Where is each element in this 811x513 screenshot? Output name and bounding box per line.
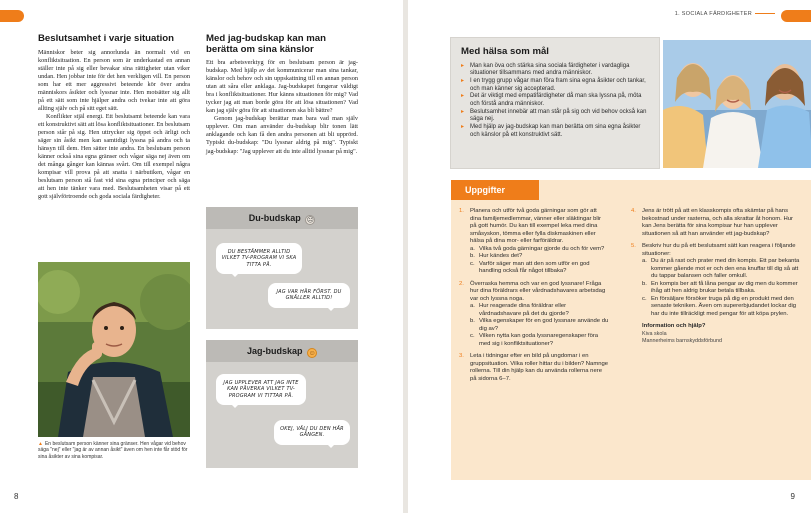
column-middle <box>206 34 358 156</box>
speech-bubble: JAG UPPLEVER ATT JAG INTE KAN PÅVERKA VILKET TV-PROGRAM VI TITTAR PÅ. <box>216 374 306 405</box>
sub-text: Varför säger man att den som utför en god handling också får något tillbaka? <box>479 260 590 274</box>
task-number: 2. <box>459 280 464 287</box>
column-left <box>38 34 190 201</box>
caption-text: En beslutsam person känner sina gränser. Hen vågar vid behov säga "nej" eller "jag är av annan åsikt" även om hen inte får stöd för sina åsikter av sina kompisar. <box>38 441 188 460</box>
task-sub-item <box>642 281 801 296</box>
task-sub-item <box>470 333 609 348</box>
sub-letter: b. <box>470 253 475 259</box>
sub-letter: a. <box>642 258 647 264</box>
paragraph: Ett bra arbetsverktyg för en beslutsam person är jag-budskap. Med hjälp av det kommunicerar man sina tankar, känslor och behov och sin uppskattning till en annan person utan att såra eller anklaga. Jag-budskapet fungerar väldigt bra i konfliktsituationer. Hur känns situationen för mig? Vad tycker jag att man borde göra för att lösa situationen? Vad kan jag själv göra för att situationen ska bli bättre? <box>206 59 358 115</box>
task-text: Planera och utför två goda gärningar som gör att dina familjemedlemmar, vänner eller släktingar blir på gott humör. Du kan till exempel leka med dina småsyskon, tömma eller fylla diskmaskinen eller hälsa på dina mor- eller farföräldrar. <box>470 208 601 244</box>
goal-item: ▸ I en trygg grupp vågar man föra fram sina egna åsikter och tankar, och man känner sig accepterad. <box>461 78 649 93</box>
sub-letter: c. <box>470 333 475 339</box>
chapter-tab <box>0 10 24 22</box>
sub-text: En kompis ber att få låna pengar av dig men du kommer ihåg att hen aldrig brukar betala tillbaka. <box>651 280 798 294</box>
du-budskap-title <box>206 207 358 229</box>
task-text: Överraska hemma och var en god lyssnare! Fråga hur dina föräldrars eller vårdnadshavares arbetsdag var och lyssna noga. <box>470 280 606 302</box>
jag-budskap-panel <box>206 340 358 468</box>
photo-three-girls <box>663 40 811 168</box>
section-heading-beslutsamhet: Beslutsamhet i varje situation <box>38 33 174 44</box>
sub-text: Vilka två goda gärningar gjorde du och för vem? <box>479 245 605 252</box>
goals-box <box>451 38 659 168</box>
tasks-column-2 <box>631 208 801 346</box>
task-number: 4. <box>631 208 636 214</box>
happy-face-icon: ☺ <box>308 350 316 357</box>
goal-item: ▸ Med hjälp av jag-budskap kan man berätta om sina egna åsikter och känslor på ett konstruktivt sätt. <box>461 124 649 139</box>
page-number: 9 <box>790 492 795 501</box>
task-number: 3. <box>459 353 464 359</box>
jag-budskap-title <box>206 340 358 362</box>
running-head-text: 1. SOCIALA FÄRDIGHETER <box>674 11 752 17</box>
section-heading-jag-budskap: Med jag-budskap kan man berätta om sina känslor <box>206 33 326 55</box>
sub-letter: c. <box>470 260 475 267</box>
sub-text: Vilka egenskaper för en god lyssnare använde du dig av? <box>479 318 609 332</box>
sub-letter: a. <box>470 245 475 252</box>
sub-letter: b. <box>470 318 475 324</box>
info-link[interactable]: Mannerheims barnskyddsförbund <box>642 338 723 344</box>
sub-text: En försäljare försöker truga på dig en produkt med den senaste tekniken. Även om supererbjudandet lockar dig har du inte tillräckligt med pengar för att köpa prylen. <box>651 295 797 317</box>
page-number: 8 <box>14 492 19 501</box>
task-item <box>459 208 609 276</box>
paragraph: Människor beter sig annorlunda än normalt vid en konfliktsituation. En person som är underkastad en annan ställer inte på sig eller bevakar sina rättigheter utan viker undan. Hen jobbar inte för det hen verkligen vill. En person som har ett mer aggressivt beteende kör över andra människors åsikter och lyssnar inte. Hen motsätter sig allt på ett sätt som inte hjälper andra och tvekar inte att göra allting själv och på sitt eget sätt. <box>38 48 190 112</box>
task-item <box>631 243 801 318</box>
task-item <box>459 353 609 383</box>
paragraph: Genom jag-budskap berättar man bara vad man själv upplever. Om man använder du-budskap blir tonen lätt anklagande och kan få den andra personen att bli upprörd. Typiskt du-budskap: "Du lyssnar aldrig på mig". Typiskt jag-budskap: "Jag upplever att du inte alltid lyssnar på mig". <box>206 115 358 155</box>
left-page <box>0 0 403 513</box>
right-page <box>408 0 811 513</box>
task-sub-item <box>470 261 609 276</box>
task-text: Jens är trött på att en klasskompis ofta skämtar på hans bekostnad under rasterna, och alla skrattar åt honom. Hur kan Jens berätta för sina kompisar hur han upplever situationen så att han använder ett jag-budskap? <box>642 208 793 237</box>
sub-text: Vilken nytta kan goda lyssnaregenskaper föra med sig i konfliktsituationer? <box>479 333 599 347</box>
task-text: Leta i tidningar efter en bild på ungdomar i en gruppsituation. Vilka roller hittar du i bilden? Namnge rollerna. Till din hjälp kan du använda rollerna nere på sidorna 6–7. <box>470 353 609 382</box>
task-sub-item <box>642 296 801 319</box>
photo-young-man <box>38 262 190 437</box>
goal-item: ▸ Beslutsamhet innebär att man står på sig och vid behov också kan säga nej. <box>461 109 649 124</box>
info-box <box>631 323 801 346</box>
jag-budskap-title-text: Jag-budskap <box>246 346 303 356</box>
info-link[interactable]: Kiva skola <box>642 330 667 337</box>
sad-face-icon: ☹ <box>306 217 314 224</box>
goal-item: ▸ Man kan öva och stärka sina sociala färdigheter i vardagliga situationer tillsammans med andra människor. <box>461 63 649 78</box>
sub-text: Hur kändes det? <box>479 253 523 259</box>
sub-text: Du är på rast och prater med din kompis. Ett par bekanta kommer gående mot er och den ena knuffar till dig så att du tappar balansen och faller omkull. <box>651 258 800 279</box>
speech-bubble: DU BESTÄMMER ALLTID VILKET TV-PROGRAM VI SKA TITTA PÅ. <box>216 243 302 274</box>
sub-letter: c. <box>642 295 647 302</box>
du-budskap-panel <box>206 207 358 329</box>
tasks-heading: Uppgifter <box>451 180 539 200</box>
tasks-column-1 <box>459 208 609 388</box>
speech-bubble: JAG VAR HÄR FÖRST. DU GNÄLLER ALLTID! <box>268 283 350 308</box>
running-head-rule <box>755 13 775 14</box>
photo-caption <box>38 441 192 460</box>
task-sub-item <box>470 246 609 254</box>
photo-three-girls-illustration <box>663 40 811 168</box>
task-sub-item <box>470 303 609 318</box>
chapter-tab <box>781 10 811 22</box>
task-item <box>459 281 609 349</box>
info-title: Information och hjälp? <box>642 323 706 329</box>
paragraph: Konflikter stjäl energi. Ett beslutsamt beteende kan vara ett konstruktivt sätt att lösa konfliktsituationer. En beslutsam person står på sig. Hen uttrycker sig öppet och ärligt och säger sin åsikt men kan samtidigt lyssna på andra och ta hänsyn till dem. Hen sätter inte andra. En beslutsam person känner också sina egna gränser och vågar säga nej även om det många gånger kan kännas svårt. Om till exempel några kompisar vill prova på att snatta i närbutiken, vågar en beslutsam person stå fast vid sina egna principer och säga att hen inte tänker vara med. Beslutsamheten visar på ett gott självförtroende och goda sociala färdigheter. <box>38 112 190 201</box>
sub-letter: a. <box>470 303 475 309</box>
task-item <box>631 208 801 238</box>
task-sub-item <box>470 318 609 333</box>
sub-text: Hur reagerade dina föräldrar eller vårdnadshavare på det du gjorde? <box>479 303 569 317</box>
running-head <box>675 11 775 17</box>
photo-young-man-illustration <box>38 262 190 437</box>
task-sub-item <box>470 253 609 261</box>
sub-letter: b. <box>642 280 647 287</box>
tasks-box <box>451 180 811 480</box>
task-sub-item <box>642 258 801 281</box>
triangle-icon: ▲ <box>38 441 43 447</box>
task-number: 5. <box>631 243 636 249</box>
task-number: 1. <box>459 208 464 214</box>
du-budskap-title-text: Du-budskap <box>248 213 301 223</box>
speech-bubble: OKEJ, VÄLJ DU DEN HÄR GÅNGEN. <box>274 420 350 445</box>
task-text: Beskriv hur du på ett beslutsamt sätt kan reagera i följande situationer: <box>642 243 796 257</box>
goals-heading: Med hälsa som mål <box>461 46 549 57</box>
goal-item: ▸ Det är viktigt med empatifärdigheter då man ska lyssna på, möta och förstå andra människor. <box>461 93 649 108</box>
